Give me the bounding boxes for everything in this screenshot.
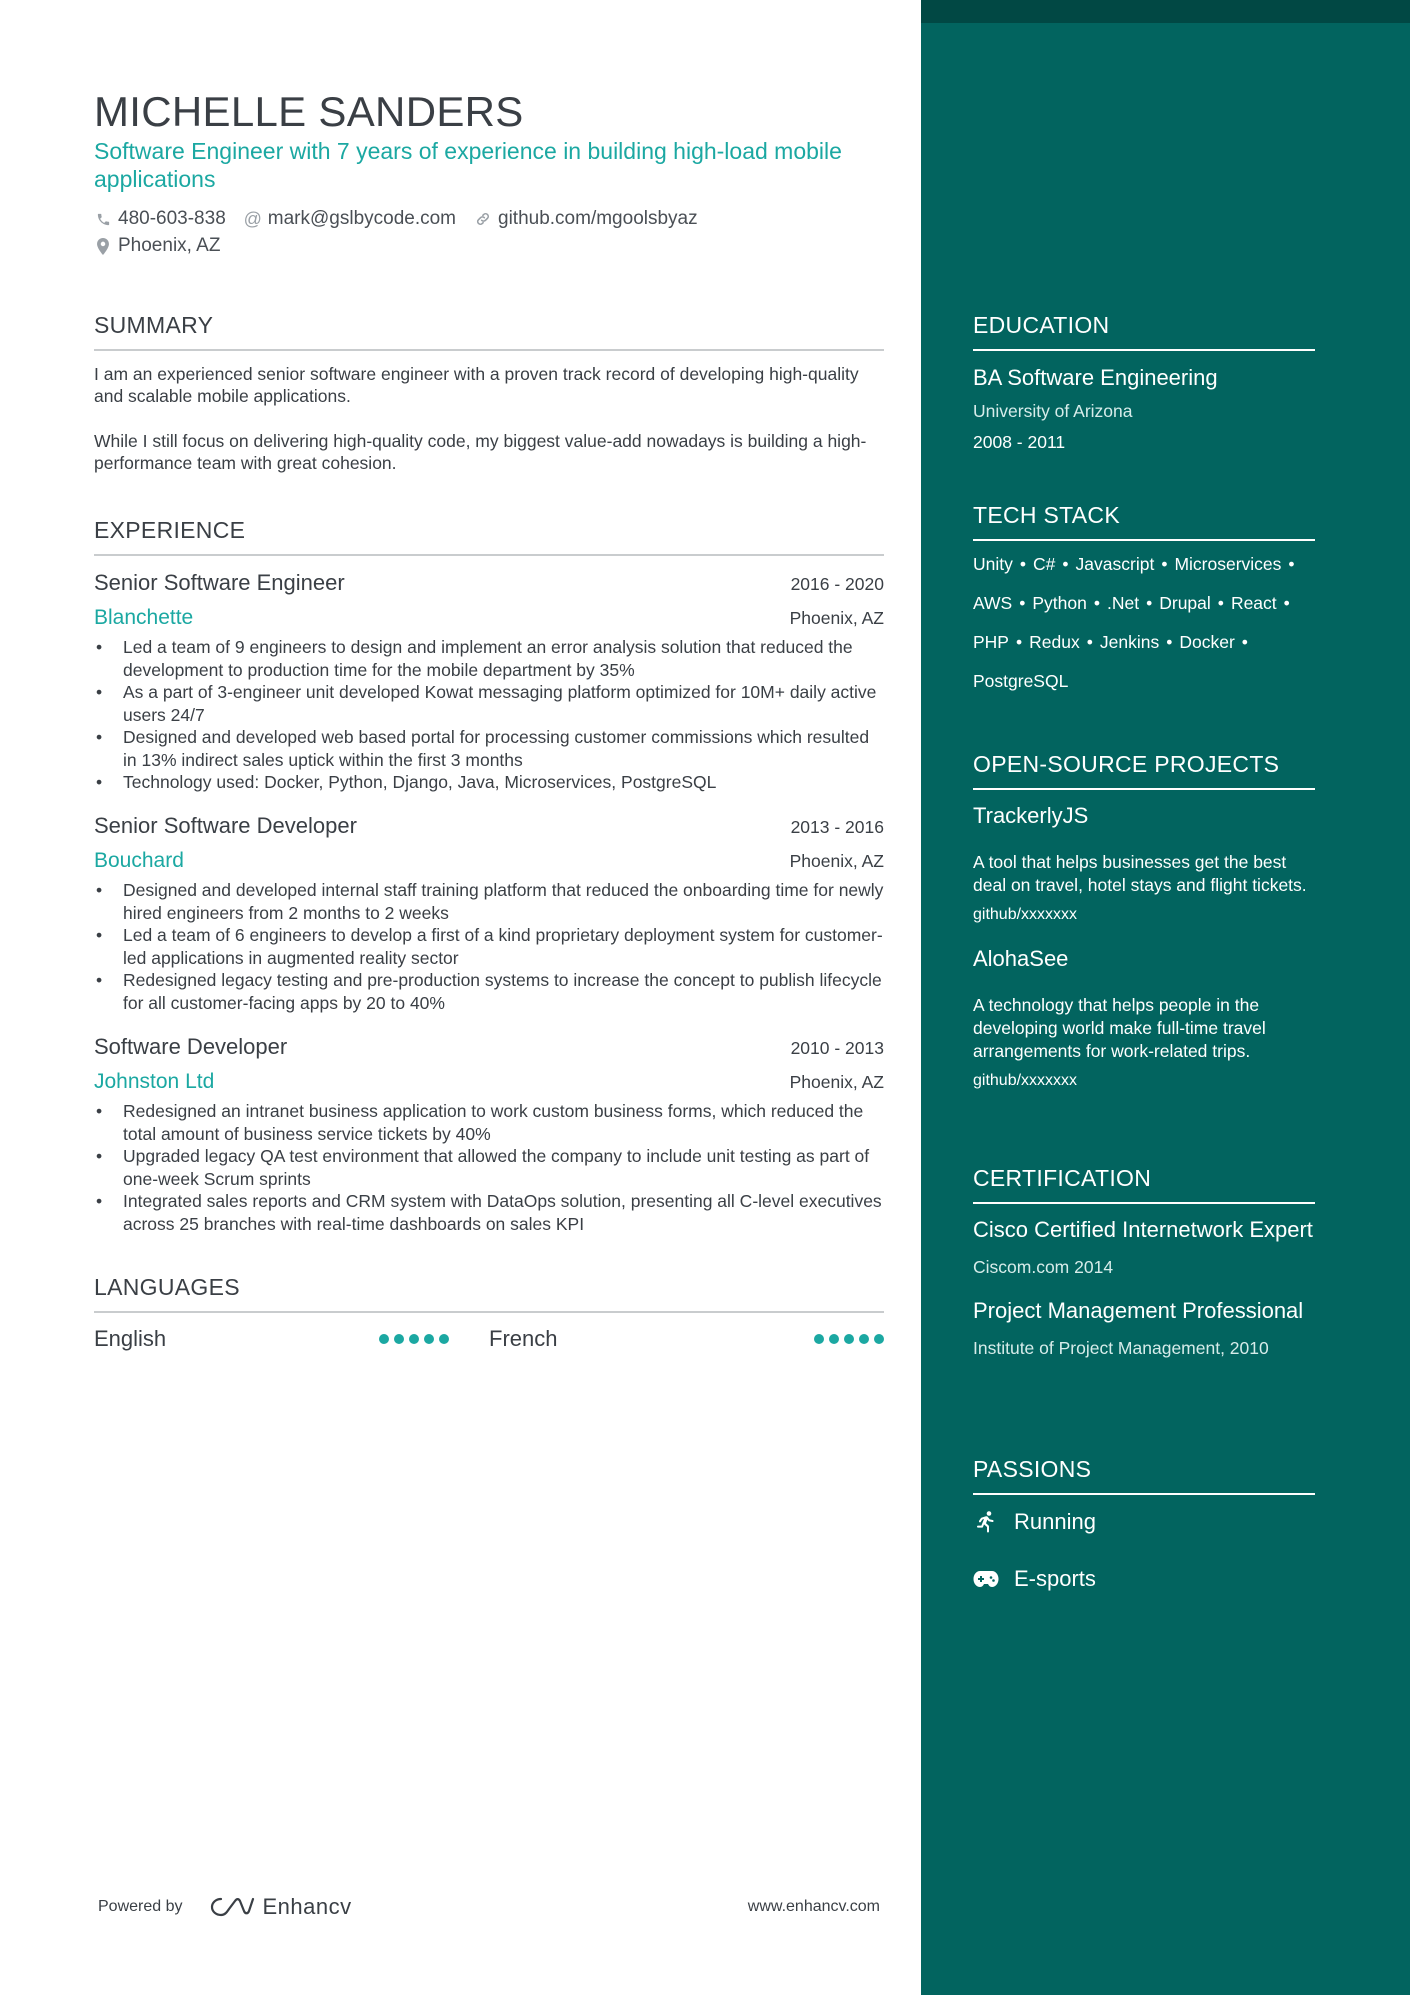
job-company: Blanchette — [94, 606, 194, 629]
tech-separator: • — [1217, 593, 1224, 613]
job-location: Phoenix, AZ — [789, 1072, 884, 1092]
project-name: TrackerlyJS — [973, 803, 1089, 828]
job-entry — [94, 570, 884, 794]
job-bullet: • Redesigned legacy testing and pre-production systems to increase the concept to publish lifecycle for all customer-facing apps by 20 to 40% — [94, 969, 884, 1014]
job-bullet: • Redesigned an intranet business application to work custom business forms, which reduced the total amount of business service tickets by 40% — [94, 1100, 884, 1145]
at-icon: @ — [243, 208, 262, 229]
powered-by — [98, 1894, 352, 1920]
job-bullets — [94, 636, 884, 794]
job-company: Johnston Ltd — [94, 1070, 215, 1093]
level-dot — [859, 1334, 869, 1344]
summary-heading: SUMMARY — [94, 312, 884, 351]
level-dot — [829, 1334, 839, 1344]
tech-separator: • — [1288, 554, 1295, 574]
location-text: Phoenix, AZ — [118, 235, 221, 256]
job-title: Senior Software Engineer — [94, 570, 345, 595]
tech-stack-item: Docker — [1179, 632, 1235, 652]
phone-icon — [94, 210, 112, 228]
job-bullet: • Technology used: Docker, Python, Django, Java, Microservices, PostgreSQL — [94, 771, 884, 794]
project-description: A tool that helps businesses get the best deal on travel, hotel stays and flight tickets. — [973, 852, 1307, 895]
tech-stack-item: Redux — [1029, 632, 1080, 652]
passion-item — [973, 1509, 1096, 1535]
enhancv-logo-icon — [209, 1895, 255, 1919]
footer — [98, 1894, 880, 1920]
project-name: AlohaSee — [973, 946, 1069, 971]
experience-heading: EXPERIENCE — [94, 517, 884, 556]
languages-section — [94, 1274, 884, 1313]
tech-separator: • — [1166, 632, 1173, 652]
job-dates: 2013 - 2016 — [790, 817, 884, 837]
tech-separator: • — [1015, 632, 1023, 652]
tech-separator: • — [1019, 593, 1026, 613]
language-item — [489, 1326, 884, 1352]
powered-by-label: Powered by — [98, 1898, 183, 1915]
tech-separator: • — [1093, 593, 1100, 613]
summary-paragraph-2: While I still focus on delivering high-quality code, my biggest value-add nowadays is building a high-performance team with great cohesion. — [94, 431, 867, 473]
tech-stack-section — [973, 502, 1315, 701]
job-bullets — [94, 1100, 884, 1235]
tech-stack-item: AWS — [973, 593, 1013, 613]
level-dot — [874, 1334, 884, 1344]
project-link[interactable]: github/xxxxxxx — [973, 1072, 1078, 1089]
languages-heading: LANGUAGES — [94, 1274, 884, 1313]
project-link[interactable]: github/xxxxxxx — [973, 906, 1078, 923]
contact-row-location — [94, 235, 238, 257]
tech-stack-item: React — [1230, 593, 1277, 613]
contact-website[interactable] — [474, 208, 698, 230]
level-dot — [409, 1334, 419, 1344]
job-entry — [94, 1034, 884, 1235]
contact-phone — [94, 208, 226, 230]
tech-stack-heading: TECH STACK — [973, 502, 1315, 541]
job-bullet: • As a part of 3-engineer unit developed Kowat messaging platform optimized for 10M+ daily active users 24/7 — [94, 681, 884, 726]
contact-email[interactable] — [244, 208, 456, 230]
level-dot — [814, 1334, 824, 1344]
website-text[interactable]: github.com/mgoolsbyaz — [498, 208, 698, 229]
job-entry — [94, 813, 884, 1014]
job-bullets — [94, 879, 884, 1014]
job-location: Phoenix, AZ — [789, 608, 884, 628]
tech-stack-list — [973, 545, 1315, 701]
level-dot — [844, 1334, 854, 1344]
projects-section — [973, 751, 1315, 1090]
level-dot — [424, 1334, 434, 1344]
sidebar-top-bar — [921, 0, 1410, 23]
language-name: English — [94, 1326, 167, 1351]
projects-heading: OPEN-SOURCE PROJECTS — [973, 751, 1315, 790]
link-icon — [474, 210, 492, 228]
tech-separator: • — [1283, 593, 1290, 613]
job-dates: 2010 - 2013 — [790, 1038, 884, 1058]
project-description: A technology that helps people in the developing world make full-time travel arrangements for work-related trips. — [973, 995, 1266, 1061]
language-level-dots — [374, 1334, 449, 1344]
tech-separator: • — [1146, 593, 1153, 613]
tech-stack-item: Javascript — [1075, 554, 1155, 574]
passion-label: E-sports — [1014, 1566, 1096, 1591]
tech-stack-item: Python — [1032, 593, 1087, 613]
tech-stack-item: Drupal — [1159, 593, 1211, 613]
tech-stack-item: Microservices — [1174, 554, 1282, 574]
passions-heading: PASSIONS — [973, 1456, 1315, 1495]
headline: Software Engineer with 7 years of experience in building high-load mobile applications — [94, 138, 842, 192]
location-pin-icon — [94, 237, 112, 255]
contact-location — [94, 235, 220, 257]
passions-section — [973, 1456, 1315, 1495]
tech-separator: • — [1062, 554, 1069, 574]
tech-separator: • — [1241, 632, 1248, 652]
job-title: Senior Software Developer — [94, 813, 357, 838]
job-company: Bouchard — [94, 849, 184, 872]
education-school: University of Arizona — [973, 401, 1133, 421]
tech-separator: • — [1161, 554, 1168, 574]
job-bullet: • Designed and developed web based portal for processing customer commissions which resulted in 13% indirect sales uptick within the first 3 months — [94, 726, 884, 771]
job-bullet: • Integrated sales reports and CRM system with DataOps solution, presenting all C-level executives across 25 branches with real-time dashboards on sales KPI — [94, 1190, 884, 1235]
job-location: Phoenix, AZ — [789, 851, 884, 871]
certification-heading: CERTIFICATION — [973, 1165, 1315, 1204]
tech-separator: • — [1019, 554, 1027, 574]
enhancv-brand: Enhancv — [262, 1894, 352, 1919]
education-section — [973, 312, 1315, 454]
contact-row — [94, 208, 716, 230]
running-icon — [973, 1511, 999, 1533]
email-text[interactable]: mark@gslbycode.com — [267, 208, 457, 229]
job-bullet: • Led a team of 9 engineers to design and implement an error analysis solution that reduced the development to production time for the mobile department by 35% — [94, 636, 884, 681]
tech-stack-item: C# — [1033, 554, 1056, 574]
job-bullet: • Upgraded legacy QA test environment that allowed the company to include unit testing as part of one-week Scrum sprints — [94, 1145, 884, 1190]
language-item — [94, 1326, 489, 1352]
phone-text: 480-603-838 — [118, 208, 226, 229]
certification-name: Cisco Certified Internetwork Expert — [973, 1217, 1313, 1242]
education-dates: 2008 - 2011 — [973, 432, 1066, 452]
footer-url[interactable]: www.enhancv.com — [747, 1898, 880, 1915]
language-name: French — [489, 1326, 558, 1351]
level-dot — [439, 1334, 449, 1344]
level-dot — [379, 1334, 389, 1344]
certification-issuer: Institute of Project Management, 2010 — [973, 1338, 1269, 1358]
level-dot — [394, 1334, 404, 1344]
tech-stack-item: PostgreSQL — [973, 671, 1069, 691]
job-title: Software Developer — [94, 1034, 288, 1059]
passion-item — [973, 1566, 1096, 1592]
summary-paragraph-1: I am an experienced senior software engineer with a proven track record of developing high-quality and scalable mobile applications. — [94, 364, 859, 406]
certification-name: Project Management Professional — [973, 1298, 1304, 1323]
passion-label: Running — [1014, 1509, 1096, 1534]
job-bullet: • Designed and developed internal staff training platform that reduced the onboarding time for newly hired engineers from 2 months to 2 weeks — [94, 879, 884, 924]
tech-stack-item: PHP — [973, 632, 1009, 652]
certification-issuer: Ciscom.com 2014 — [973, 1257, 1114, 1277]
enhancv-logo[interactable] — [209, 1894, 352, 1920]
sidebar — [921, 0, 1410, 1995]
job-dates: 2016 - 2020 — [790, 574, 884, 594]
languages-list — [94, 1326, 884, 1352]
tech-separator: • — [1086, 632, 1093, 652]
gamepad-icon — [973, 1568, 999, 1590]
job-bullet: • Led a team of 6 engineers to develop a first of a kind proprietary deployment system for customer-led applications in augmented reality sector — [94, 924, 884, 969]
tech-stack-item: .Net — [1106, 593, 1140, 613]
candidate-name: MICHELLE SANDERS — [94, 88, 524, 135]
education-heading: EDUCATION — [973, 312, 1315, 351]
experience-section — [94, 517, 884, 556]
summary-section — [94, 312, 884, 474]
language-level-dots — [809, 1334, 884, 1344]
education-degree: BA Software Engineering — [973, 365, 1218, 390]
tech-stack-item: Unity — [973, 554, 1013, 574]
tech-stack-item: Jenkins — [1099, 632, 1160, 652]
certification-section — [973, 1165, 1315, 1359]
